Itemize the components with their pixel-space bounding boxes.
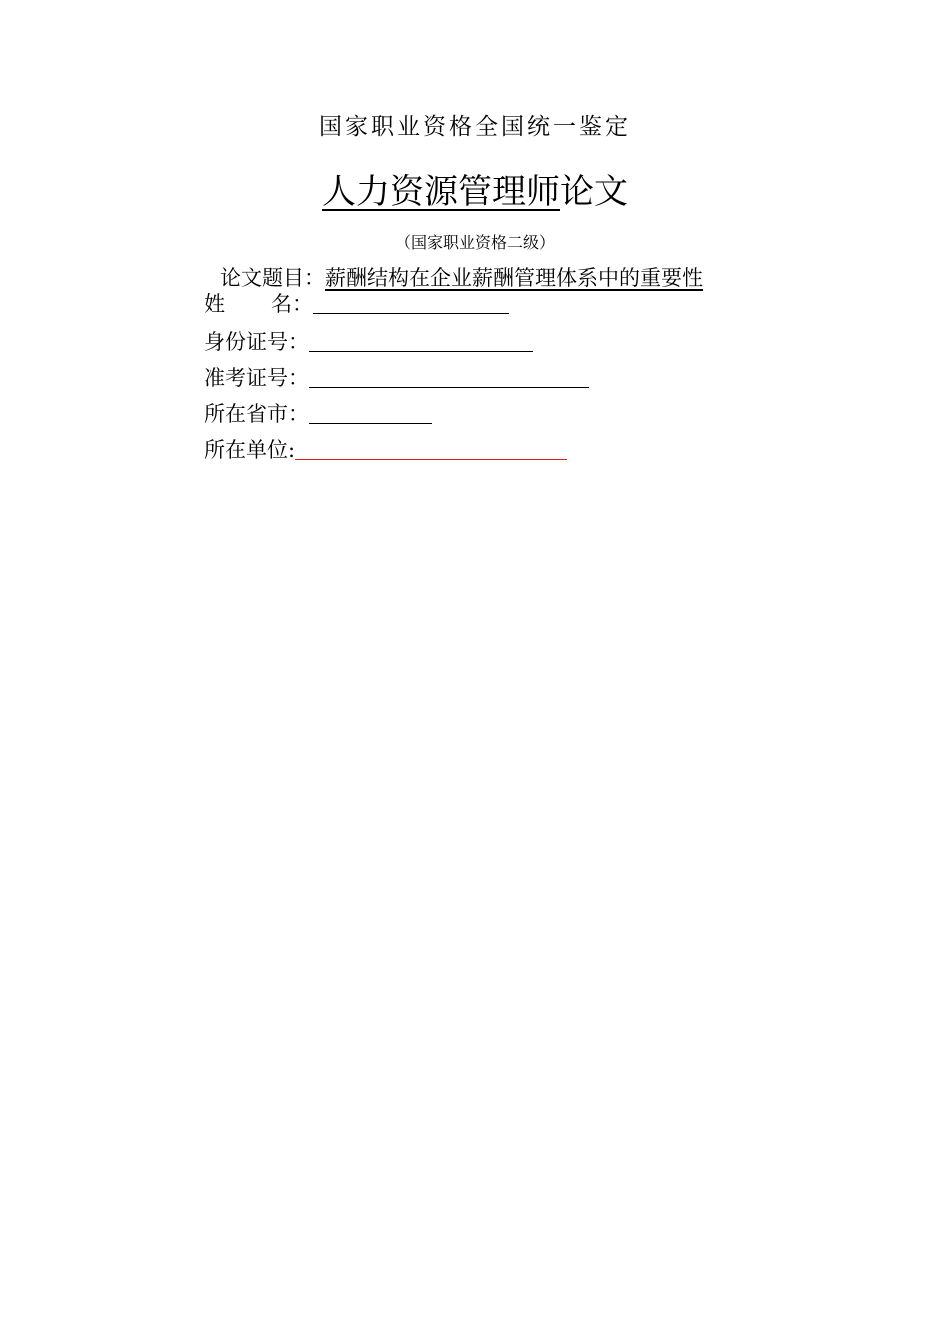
name-label-first-char: 姓	[204, 292, 225, 316]
org-field-row	[204, 434, 567, 464]
id-field-row	[204, 326, 533, 356]
exam-no-blank[interactable]	[309, 387, 589, 388]
name-field-row	[204, 288, 509, 318]
org-blank[interactable]	[295, 459, 567, 460]
province-field-row	[204, 398, 432, 428]
certification-line: 国家职业资格全国统一鉴定	[319, 114, 631, 140]
title-rest: 论文	[560, 172, 628, 212]
topic-value: 薪酬结构在企业薪酬管理体系中的重要性	[325, 266, 703, 290]
org-label: 所在单位:	[204, 438, 296, 462]
id-blank[interactable]	[309, 351, 533, 352]
exam-no-label: 准考证号：	[204, 366, 309, 390]
page-title	[0, 164, 950, 213]
name-blank[interactable]	[313, 313, 509, 314]
title-underlined-part: 人力资源管理师	[322, 172, 560, 212]
exam-no-field-row	[204, 362, 589, 392]
level-subtitle: （国家职业资格二级）	[394, 233, 555, 252]
topic-label: 论文题目：	[220, 266, 325, 290]
name-label-rest: 名：	[271, 292, 313, 316]
province-label: 所在省市：	[204, 402, 309, 426]
id-label: 身份证号：	[204, 330, 309, 354]
province-blank[interactable]	[309, 423, 432, 424]
